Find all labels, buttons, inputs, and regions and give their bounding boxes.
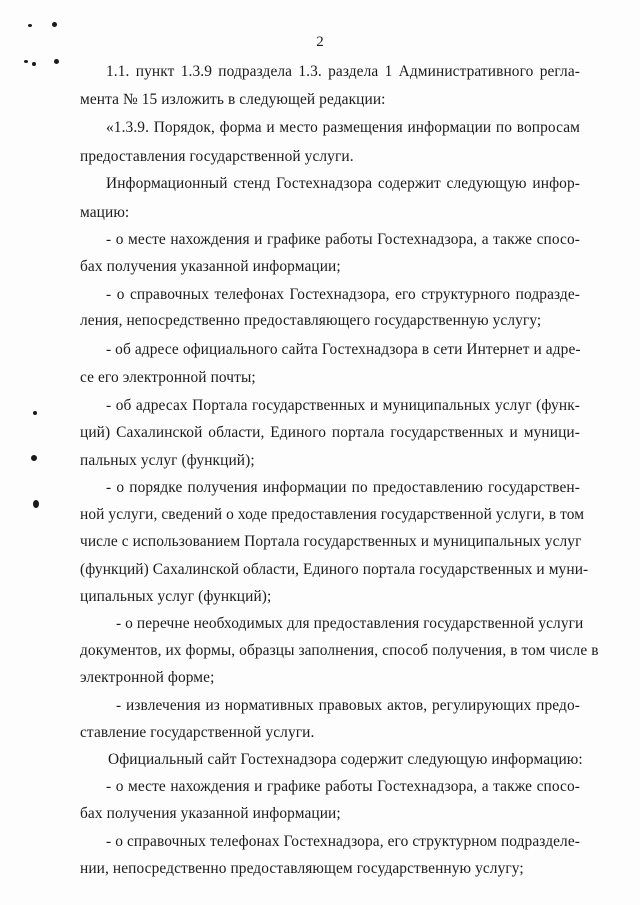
text-line: электронной форме; xyxy=(80,669,215,686)
text-line: - о месте нахождения и графике работы Гостехнадзора, а также спосо- xyxy=(106,778,580,795)
text-line: - об адресе официального сайта Гостехнадзора в сети Интернет и адре- xyxy=(106,341,581,358)
scan-speck xyxy=(28,24,32,27)
text-line: бах получения указанной информации; xyxy=(80,258,341,275)
text-line: «1.3.9. Порядок, форма и место размещения информации по вопросам xyxy=(106,119,580,136)
text-line: бах получения указанной информации; xyxy=(80,805,341,822)
text-line: ций) Сахалинской области, Единого портала государственных и муници- xyxy=(80,424,580,441)
text-line: ления, непосредственно предоставляющего государственную услугу; xyxy=(80,312,542,329)
text-line: документов, их формы, образцы заполнения, способ получения, в том числе в xyxy=(80,642,599,659)
text-line: ципальных услуг (функций); xyxy=(80,588,272,605)
text-line: - о месте нахождения и графике работы Гостехнадзора, а также спосо- xyxy=(106,231,580,248)
page-number: 2 xyxy=(316,34,324,50)
text-line: пальных услуг (функций); xyxy=(80,452,255,469)
text-line: числе с использованием Портала государственных и муниципальных услуг xyxy=(80,533,582,550)
scan-speck xyxy=(33,411,37,415)
scan-speck xyxy=(52,22,57,27)
text-line: - о порядке получения информации по предоставлению государствен- xyxy=(106,479,580,496)
text-line: се его электронной почты; xyxy=(80,369,256,386)
text-line: предоставления государственной услуги. xyxy=(80,148,354,165)
text-line: - о справочных телефонах Гостехнадзора, его структурного подразде- xyxy=(106,286,580,303)
scan-speck xyxy=(32,62,36,66)
text-line: - о перечне необходимых для предоставления государственной услуги xyxy=(116,615,584,632)
text-line: Официальный сайт Гостехнадзора содержит следующую информацию: xyxy=(108,751,583,768)
scan-speck xyxy=(24,60,28,63)
scan-speck xyxy=(33,500,39,508)
scan-speck xyxy=(31,455,37,461)
text-line: ной услуги, сведений о ходе предоставления государственной услуги, в том xyxy=(80,506,585,523)
text-line: - о справочных телефонах Гостехнадзора, его структурном подразделе- xyxy=(106,833,580,850)
text-line: Информационный стенд Гостехнадзора содержит следующую инфор- xyxy=(106,175,580,192)
text-line: 1.1. пункт 1.3.9 подраздела 1.3. раздела 1 Административного регла- xyxy=(106,63,580,80)
text-line: мента № 15 изложить в следующей редакции: xyxy=(80,91,386,108)
scan-speck xyxy=(54,59,59,64)
text-line: нии, непосредственно предоставляющем государственную услугу; xyxy=(80,860,524,877)
text-line: (функций) Сахалинской области, Единого портала государственных и муни- xyxy=(80,561,589,578)
text-line: мацию: xyxy=(80,204,130,221)
text-line: - извлечения из нормативных правовых актов, регулирующих предо- xyxy=(116,697,580,714)
text-line: - об адресах Портала государственных и муниципальных услуг (функ- xyxy=(106,397,580,414)
text-line: ставление государственной услуги. xyxy=(80,724,315,741)
